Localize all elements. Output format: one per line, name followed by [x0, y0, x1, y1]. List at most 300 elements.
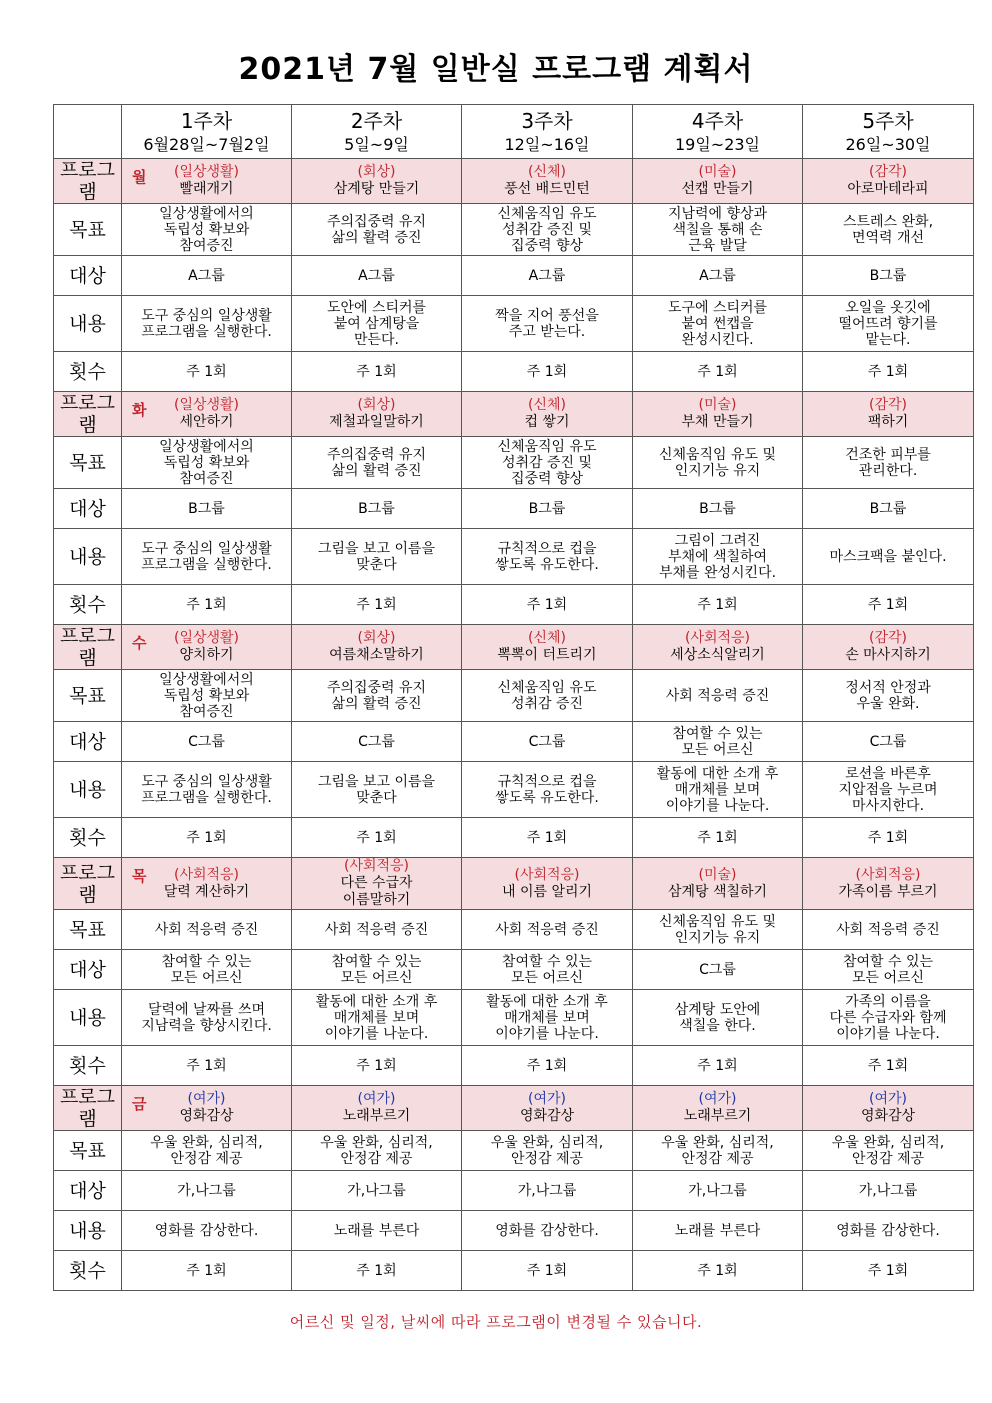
frequency-cell: 주 1회 [292, 352, 462, 392]
target-row [54, 950, 974, 990]
cell-text-line: 우울 완화, 심리적, [661, 1134, 774, 1151]
cell-text-line: 가,나그룹 [688, 1182, 747, 1199]
content-cell [633, 529, 803, 585]
frequency-cell: 주 1회 [803, 1046, 974, 1086]
cell-text-line: 빨래개기 [179, 181, 234, 197]
program-cell [803, 1086, 974, 1131]
program-category: (미술) [698, 164, 737, 180]
program-category: (감각) [869, 164, 907, 180]
cell-text-line: 붙여 삼계탕을 [333, 315, 420, 332]
cell-text-line: 그램 [78, 392, 116, 436]
cell-text-line: 프로 [59, 392, 97, 414]
cell-text-line: 참여증진 [179, 703, 234, 720]
content-cell [462, 529, 633, 585]
cell-text-line: 안정감 제공 [340, 1150, 413, 1167]
program-category: (미술) [698, 397, 737, 413]
program-category: (사회적응) [173, 866, 240, 883]
program-cell [292, 858, 462, 910]
cell-text-line: 규칙적으로 컵을 [497, 540, 597, 557]
content-cell [462, 1211, 633, 1251]
program-cell [462, 1086, 633, 1131]
cell-text-line: 영화감상 [860, 1108, 916, 1124]
program-cell [292, 159, 462, 204]
cell-text-line: 모든 어르신 [851, 969, 925, 986]
program-category: (신체) [528, 164, 566, 180]
content-cell [803, 529, 974, 585]
cell-text-line: C그룹 [358, 733, 395, 750]
row-label-goal: 목표 [54, 910, 122, 950]
target-cell [803, 1171, 974, 1211]
week-header-1 [122, 105, 292, 159]
target-cell [633, 1171, 803, 1211]
cell-text-line: 인지기능 유지 [674, 462, 761, 479]
target-cell [803, 950, 974, 990]
target-cell [122, 256, 292, 296]
program-category: (여가) [528, 1091, 566, 1107]
cell-text-line: 가족이름 부르기 [838, 883, 938, 900]
goal-cell [292, 910, 462, 950]
frequency-cell: 주 1회 [122, 1251, 292, 1291]
cell-text-line: 삶의 활력 증진 [331, 229, 422, 246]
cell-text-line: 쌓도록 유도한다. [495, 556, 599, 573]
cell-text-line: 매개체를 보며 [674, 781, 761, 798]
program-category: (여가) [187, 1091, 226, 1107]
weekday-label: 화 [132, 401, 147, 419]
target-cell [633, 722, 803, 762]
program-cell [633, 392, 803, 437]
cell-text-line: 활동에 대한 소개 후 [315, 993, 438, 1010]
frequency-row [54, 585, 974, 625]
cell-text-line: 신체움직임 유도 및 [658, 446, 777, 463]
week-dates: 6월28일~7월2일 [143, 134, 270, 154]
target-cell [122, 722, 292, 762]
program-cell [803, 159, 974, 204]
program-cell [462, 159, 633, 204]
cell-text-line: 사회 적응력 증진 [324, 921, 429, 938]
cell-text-line: 우울 완화. [856, 695, 920, 712]
program-cell [462, 392, 633, 437]
program-cell [633, 159, 803, 204]
cell-text-line: 참여할 수 있는 [672, 725, 763, 742]
cell-text-line: 부채 만들기 [681, 414, 754, 430]
cell-text-line: 그림을 보고 이름을 [317, 773, 436, 790]
cell-text-line: 지남력을 향상시킨다. [141, 1017, 272, 1034]
target-cell [462, 722, 633, 762]
cell-text-line: 마스크팩을 붙인다. [829, 548, 947, 565]
row-label-frequency: 횟수 [54, 1046, 122, 1086]
program-row [54, 392, 974, 437]
target-cell [122, 950, 292, 990]
cell-text-line: 여름채소말하기 [329, 647, 424, 663]
cell-text-line: 독립성 확보와 [163, 687, 250, 704]
week-dates: 19일~23일 [674, 134, 761, 154]
frequency-cell: 주 1회 [633, 1046, 803, 1086]
cell-text-line: 우울 완화, 심리적, [831, 1134, 945, 1151]
cell-text-line: 스트레스 완화, [842, 213, 934, 230]
frequency-row [54, 818, 974, 858]
row-label-program [54, 858, 122, 910]
cell-text-line: 관리한다. [858, 462, 918, 479]
goal-cell [633, 437, 803, 489]
week-name: 4주차 [691, 108, 744, 133]
content-cell [633, 1211, 803, 1251]
cell-text-line: 독립성 확보와 [163, 454, 250, 471]
cell-text-line: 세안하기 [179, 414, 234, 430]
target-cell [122, 1171, 292, 1211]
content-cell [292, 529, 462, 585]
cell-text-line: 영화를 감상한다. [154, 1222, 259, 1239]
row-label-target: 대상 [54, 489, 122, 529]
week-name: 1주차 [180, 108, 233, 133]
program-category: (여가) [869, 1091, 907, 1107]
cell-text-line: 세상소식알리기 [670, 647, 765, 663]
cell-text-line: 색칠을 한다. [679, 1017, 756, 1034]
cell-text-line: 주의집중력 유지 [326, 679, 427, 696]
cell-text-line: 참여할 수 있는 [331, 953, 422, 970]
cell-text-line: 건조한 피부를 [845, 446, 931, 463]
cell-text-line: 로션을 바른후 [845, 765, 931, 782]
program-plan-table [53, 104, 974, 1291]
program-cell [803, 858, 974, 910]
cell-text-line: 부채를 완성시킨다. [658, 564, 777, 581]
week-dates: 26일~30일 [845, 134, 931, 154]
cell-text-line: 이야기를 나눈다. [836, 1025, 940, 1042]
row-label-program [54, 392, 122, 437]
content-row [54, 296, 974, 352]
goal-cell [292, 1131, 462, 1171]
program-cell [633, 625, 803, 670]
cell-text-line: 뽁뽁이 터트리기 [497, 647, 597, 663]
program-cell [633, 858, 803, 910]
cell-text-line: 손 마사지하기 [845, 647, 931, 663]
target-row [54, 256, 974, 296]
program-row [54, 858, 974, 910]
row-label-program [54, 159, 122, 204]
row-label-goal: 목표 [54, 1131, 122, 1171]
program-category: (여가) [698, 1091, 737, 1107]
cell-text-line: 부채에 색칠하여 [667, 548, 768, 565]
content-cell [292, 296, 462, 352]
cell-text-line: 그램 [78, 159, 116, 203]
program-cell [122, 159, 292, 204]
cell-text-line: 다른 수급자와 함께 [829, 1009, 947, 1026]
cell-text-line: 주의집중력 유지 [326, 446, 427, 463]
program-cell [122, 858, 292, 910]
cell-text-line: 마사지한다. [851, 797, 925, 814]
cell-text-line: 프로 [59, 861, 97, 884]
cell-text-line: 도구 중심의 일상생활 [141, 540, 272, 557]
program-cell [462, 625, 633, 670]
cell-text-line: 정서적 안정과 [845, 679, 931, 696]
cell-text-line: 안정감 제공 [510, 1150, 584, 1167]
cell-text-line: 영화를 감상한다. [836, 1222, 940, 1239]
target-cell [803, 489, 974, 529]
cell-text-line: 가,나그룹 [177, 1182, 236, 1199]
cell-text-line: 내 이름 알리기 [501, 883, 593, 900]
cell-text-line: 집중력 향상 [510, 470, 584, 487]
goal-row [54, 204, 974, 256]
goal-cell [803, 670, 974, 722]
cell-text-line: 모든 어르신 [510, 969, 584, 986]
program-category: (일상생활) [173, 630, 240, 646]
frequency-row [54, 1251, 974, 1291]
cell-text-line: 떨어뜨려 향기를 [838, 315, 938, 332]
cell-text-line: 맞춘다 [356, 556, 397, 573]
cell-text-line: 우울 완화, 심리적, [150, 1134, 263, 1151]
weekday-label: 수 [132, 634, 147, 652]
cell-text-line: 신체움직임 유도 [497, 438, 597, 455]
cell-text-line: 도구 중심의 일상생활 [141, 307, 272, 324]
cell-text-line: 제철과일말하기 [329, 414, 424, 430]
cell-text-line: 이야기를 나눈다. [324, 1025, 429, 1042]
program-category: (신체) [528, 397, 566, 413]
row-label-target: 대상 [54, 1171, 122, 1211]
program-category: (회상) [357, 397, 396, 413]
cell-text-line: 노래를 부른다 [333, 1222, 420, 1239]
frequency-cell: 주 1회 [633, 1251, 803, 1291]
goal-cell [122, 437, 292, 489]
content-cell [292, 1211, 462, 1251]
target-cell [292, 950, 462, 990]
content-row [54, 990, 974, 1046]
content-cell [292, 990, 462, 1046]
cell-text-line: 일상생활에서의 [159, 671, 254, 688]
row-label-target: 대상 [54, 256, 122, 296]
program-category: (사회적응) [343, 858, 410, 874]
goal-cell [633, 204, 803, 256]
cell-text-line: 신체움직임 유도 [497, 205, 597, 222]
content-cell [122, 762, 292, 818]
cell-text-line: 풍선 배드민턴 [504, 181, 590, 197]
cell-text-line: 완성시킨다. [681, 331, 754, 348]
content-row [54, 762, 974, 818]
frequency-cell: 주 1회 [803, 585, 974, 625]
cell-text-line: 집중력 향상 [510, 237, 584, 254]
goal-row [54, 670, 974, 722]
target-row [54, 722, 974, 762]
cell-text-line: 가,나그룹 [347, 1182, 406, 1199]
cell-text-line: 그림을 보고 이름을 [317, 540, 436, 557]
cell-text-line: 우울 완화, 심리적, [320, 1134, 433, 1151]
target-cell [803, 256, 974, 296]
program-category: (회상) [357, 164, 396, 180]
cell-text-line: 안정감 제공 [170, 1150, 243, 1167]
row-label-content: 내용 [54, 296, 122, 352]
target-cell [633, 950, 803, 990]
cell-text-line: C그룹 [528, 733, 566, 750]
cell-text-line: B그룹 [358, 500, 395, 517]
cell-text-line: 지압점을 누르며 [838, 781, 938, 798]
cell-text-line: A그룹 [528, 267, 566, 284]
row-label-target: 대상 [54, 722, 122, 762]
cell-text-line: 만든다. [353, 331, 400, 348]
header-corner-cell [54, 105, 122, 159]
frequency-cell: 주 1회 [462, 352, 633, 392]
cell-text-line: 프로그램을 실행한다. [141, 323, 272, 340]
program-cell [292, 392, 462, 437]
program-cell [122, 1086, 292, 1131]
goal-cell [122, 204, 292, 256]
cell-text-line: 오일을 옷깃에 [845, 299, 931, 316]
content-cell [462, 762, 633, 818]
week-header-row [54, 105, 974, 159]
goal-cell [292, 204, 462, 256]
program-plan-body [54, 159, 974, 1291]
cell-text-line: 삼계탕 도안에 [674, 1001, 761, 1018]
cell-text-line: 다른 수급자 [340, 875, 413, 891]
frequency-cell: 주 1회 [462, 1251, 633, 1291]
cell-text-line: 가,나그룹 [858, 1182, 918, 1199]
cell-text-line: 프로 [59, 159, 97, 181]
page-title: 2021년 7월 일반실 프로그램 계획서 [238, 52, 754, 87]
cell-text-line: 영화를 감상한다. [495, 1222, 599, 1239]
cell-text-line: 이름말하기 [342, 892, 411, 908]
cell-text-line: 모든 어르신 [170, 969, 243, 986]
row-label-target: 대상 [54, 950, 122, 990]
cell-text-line: 매개체를 보며 [504, 1009, 590, 1026]
program-category: (사회적응) [684, 630, 751, 646]
week-header-5 [803, 105, 974, 159]
frequency-cell: 주 1회 [633, 818, 803, 858]
goal-cell [462, 204, 633, 256]
cell-text-line: 삼계탕 만들기 [333, 181, 420, 197]
cell-text-line: 쌓도록 유도한다. [495, 789, 599, 806]
content-cell [462, 296, 633, 352]
cell-text-line: 신체움직임 유도 [497, 679, 597, 696]
cell-text-line: 그램 [78, 861, 116, 906]
target-cell [462, 1171, 633, 1211]
program-cell [292, 625, 462, 670]
content-cell [122, 529, 292, 585]
target-cell [292, 722, 462, 762]
cell-text-line: 팩하기 [867, 414, 909, 430]
cell-text-line: 규칙적으로 컵을 [497, 773, 597, 790]
frequency-cell: 주 1회 [462, 818, 633, 858]
cell-text-line: 매개체를 보며 [333, 1009, 420, 1026]
cell-text-line: 프로 [59, 1086, 97, 1108]
cell-text-line: 영화감상 [519, 1108, 575, 1124]
row-label-content: 내용 [54, 1211, 122, 1251]
goal-cell [122, 910, 292, 950]
target-cell [292, 489, 462, 529]
cell-text-line: 사회 적응력 증진 [836, 921, 940, 938]
goal-cell [462, 1131, 633, 1171]
content-cell [122, 1211, 292, 1251]
target-cell [122, 489, 292, 529]
content-cell [633, 762, 803, 818]
cell-text-line: 성취감 증진 및 [501, 454, 593, 471]
cell-text-line: 참여증진 [179, 470, 234, 487]
cell-text-line: 안정감 제공 [681, 1150, 754, 1167]
content-cell [633, 296, 803, 352]
frequency-cell: 주 1회 [292, 585, 462, 625]
row-label-goal: 목표 [54, 204, 122, 256]
cell-text-line: 양치하기 [179, 647, 234, 663]
program-cell [803, 625, 974, 670]
cell-text-line: B그룹 [188, 500, 225, 517]
cell-text-line: 우울 완화, 심리적, [490, 1134, 604, 1151]
goal-cell [462, 910, 633, 950]
target-cell [803, 722, 974, 762]
cell-text-line: 참여증진 [179, 237, 234, 254]
cell-text-line: 성취감 증진 및 [501, 221, 593, 238]
cell-text-line: 이야기를 나눈다. [665, 797, 770, 814]
frequency-cell: 주 1회 [122, 1046, 292, 1086]
frequency-cell: 주 1회 [803, 818, 974, 858]
cell-text-line: 사회 적응력 증진 [495, 921, 599, 938]
cell-text-line: 삶의 활력 증진 [331, 462, 422, 479]
frequency-cell: 주 1회 [803, 352, 974, 392]
row-label-goal: 목표 [54, 670, 122, 722]
cell-text-line: 달력 계산하기 [163, 883, 250, 900]
week-dates: 5일~9일 [344, 134, 409, 154]
target-row [54, 1171, 974, 1211]
cell-text-line: 아로마테라피 [847, 181, 929, 197]
target-cell [462, 489, 633, 529]
cell-text-line: 노래부르기 [342, 1108, 411, 1124]
frequency-cell: 주 1회 [633, 352, 803, 392]
footnote: 어르신 및 일정, 날씨에 따라 프로그램이 변경될 수 있습니다. [289, 1313, 703, 1331]
goal-row [54, 910, 974, 950]
content-cell [803, 762, 974, 818]
cell-text-line: 사회 적응력 증진 [154, 921, 259, 938]
goal-row [54, 437, 974, 489]
target-cell [633, 489, 803, 529]
cell-text-line: 도구 중심의 일상생활 [141, 773, 272, 790]
target-row [54, 489, 974, 529]
cell-text-line: 프로그램을 실행한다. [141, 789, 272, 806]
week-name: 5주차 [862, 108, 914, 133]
target-cell [633, 256, 803, 296]
goal-cell [803, 910, 974, 950]
cell-text-line: 선캡 만들기 [681, 181, 754, 197]
goal-cell [633, 1131, 803, 1171]
program-category: (감각) [869, 630, 907, 646]
cell-text-line: 붙여 썬캡을 [681, 315, 754, 332]
cell-text-line: 성취감 증진 [510, 695, 584, 712]
row-label-goal: 목표 [54, 437, 122, 489]
week-header-2 [292, 105, 462, 159]
cell-text-line: 일상생활에서의 [159, 438, 254, 455]
content-cell [633, 990, 803, 1046]
cell-text-line: B그룹 [869, 500, 907, 517]
cell-text-line: 가,나그룹 [517, 1182, 577, 1199]
cell-text-line: 색칠을 통해 손 [672, 221, 763, 238]
content-cell [122, 296, 292, 352]
goal-cell [633, 670, 803, 722]
program-category: (회상) [357, 630, 396, 646]
frequency-cell: 주 1회 [292, 1251, 462, 1291]
weekday-label: 목 [132, 867, 147, 885]
row-label-content: 내용 [54, 990, 122, 1046]
program-category: (일상생활) [173, 397, 240, 413]
cell-text-line: 가족의 이름을 [845, 993, 931, 1010]
weekday-label: 월 [132, 168, 147, 186]
cell-text-line: 짝을 지어 풍선을 [495, 307, 599, 324]
program-row [54, 625, 974, 670]
goal-cell [292, 670, 462, 722]
cell-text-line: B그룹 [528, 500, 566, 517]
cell-text-line: 신체움직임 유도 및 [658, 913, 777, 930]
cell-text-line: 근육 발달 [688, 237, 747, 254]
frequency-cell: 주 1회 [633, 585, 803, 625]
row-label-frequency: 횟수 [54, 585, 122, 625]
cell-text-line: C그룹 [869, 733, 907, 750]
goal-cell [633, 910, 803, 950]
goal-cell [803, 437, 974, 489]
frequency-cell: 주 1회 [122, 818, 292, 858]
frequency-cell: 주 1회 [462, 585, 633, 625]
